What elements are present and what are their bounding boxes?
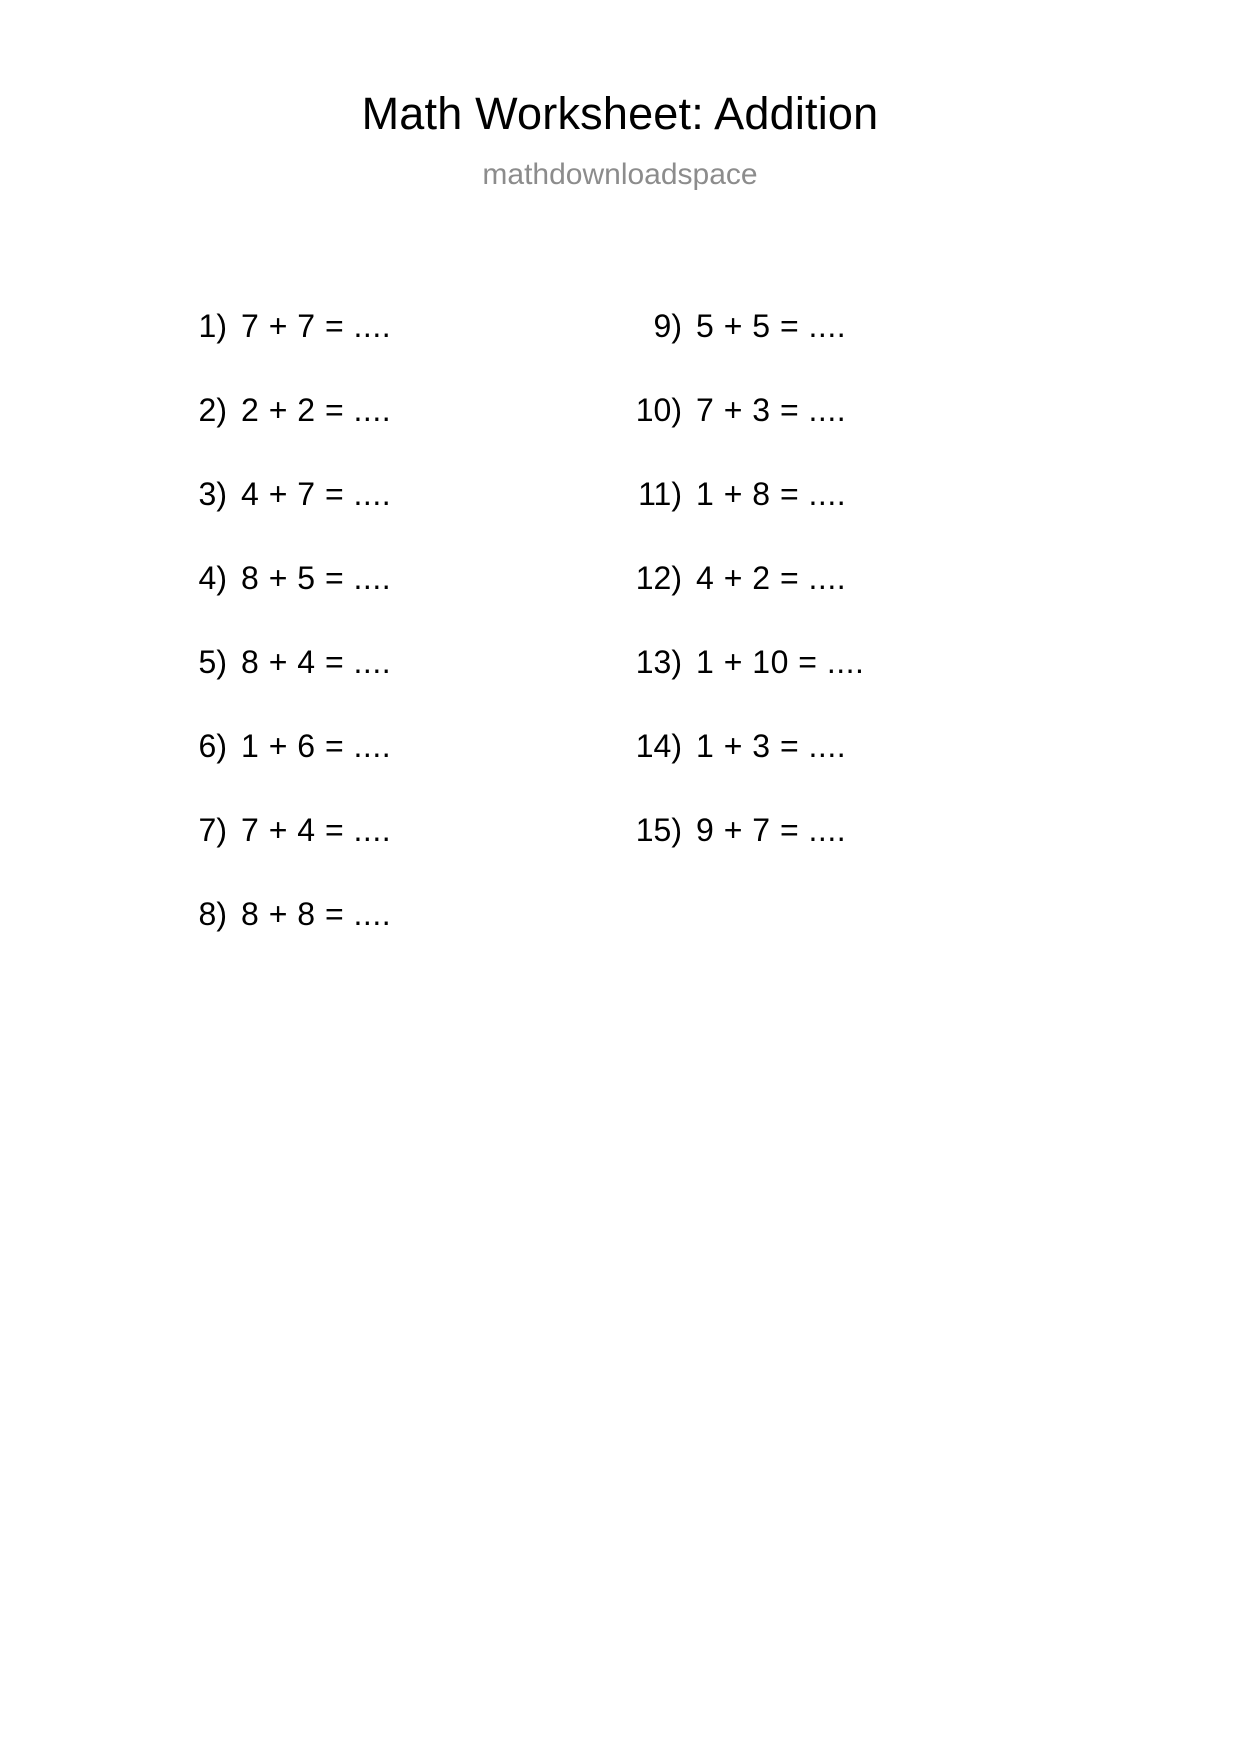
problem-number: 12) — [635, 560, 682, 596]
problem-number: 11) — [638, 476, 682, 512]
problem-item — [620, 452, 1070, 536]
problem-number: 10) — [635, 392, 682, 428]
problem-expression: 4 + 2 = .... — [696, 560, 847, 596]
problem-number: 9) — [653, 308, 682, 344]
problem-expression: 2 + 2 = .... — [241, 392, 392, 428]
problem-number: 15) — [635, 812, 682, 848]
problem-item — [175, 452, 620, 536]
problem-number: 14) — [635, 728, 682, 764]
problem-expression: 1 + 6 = .... — [241, 728, 392, 764]
problem-column-left — [175, 284, 620, 956]
problem-number: 5) — [198, 644, 227, 680]
problem-column-right — [620, 284, 1070, 872]
problem-item — [620, 704, 1070, 788]
problem-expression: 5 + 5 = .... — [696, 308, 847, 344]
problem-list — [0, 284, 1240, 956]
problem-expression: 8 + 8 = .... — [241, 896, 392, 932]
page-subtitle: mathdownloadspace — [482, 158, 758, 191]
problem-item — [175, 620, 620, 704]
problem-item — [175, 704, 620, 788]
problem-expression: 1 + 3 = .... — [696, 728, 847, 764]
problem-number: 3) — [198, 476, 227, 512]
problem-item — [175, 368, 620, 452]
problem-number: 6) — [198, 728, 227, 764]
problem-item — [620, 620, 1070, 704]
problem-expression: 7 + 3 = .... — [696, 392, 847, 428]
problem-expression: 7 + 4 = .... — [241, 812, 392, 848]
problem-number: 2) — [198, 392, 227, 428]
problem-expression: 4 + 7 = .... — [241, 476, 392, 512]
problem-expression: 9 + 7 = .... — [696, 812, 847, 848]
problem-item — [620, 284, 1070, 368]
problem-expression: 1 + 8 = .... — [696, 476, 847, 512]
problem-number: 7) — [198, 812, 227, 848]
problem-expression: 7 + 7 = .... — [241, 308, 392, 344]
problem-expression: 8 + 5 = .... — [241, 560, 392, 596]
page-title: Math Worksheet: Addition — [361, 88, 879, 139]
problem-item — [175, 284, 620, 368]
problem-item — [620, 788, 1070, 872]
problem-number: 4) — [198, 560, 227, 596]
problem-number: 8) — [198, 896, 227, 932]
problem-item — [620, 368, 1070, 452]
problem-item — [175, 788, 620, 872]
problem-number: 1) — [198, 308, 227, 344]
problem-item — [620, 536, 1070, 620]
problem-item — [175, 536, 620, 620]
problem-item — [175, 872, 620, 956]
problem-number: 13) — [635, 644, 682, 680]
problem-expression: 8 + 4 = .... — [241, 644, 392, 680]
problem-expression: 1 + 10 = .... — [696, 644, 865, 680]
